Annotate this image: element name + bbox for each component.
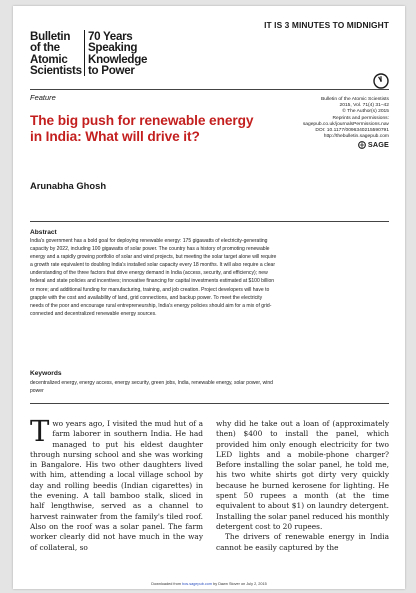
keywords-text (30, 379, 385, 395)
clock-icon (373, 73, 389, 89)
article-info (269, 97, 389, 149)
abstract-line: or more; and additional funding for manufacturing, training, and job creation. Project developers will have to (30, 286, 270, 293)
footer-link[interactable]: bos.sagepub.com (182, 582, 213, 586)
article-info-line: 2015, Vol. 71(4) 31–42 (339, 103, 389, 109)
article-author: Arunabha Ghosh (30, 180, 107, 191)
journal-logo-left (30, 31, 82, 76)
article-info-line: Reprints and permissions: (332, 115, 389, 121)
body-paragraph (30, 414, 203, 553)
logo-line: to Power (88, 63, 135, 77)
footer-prefix: Downloaded from (151, 582, 182, 586)
abstract-line: a growth rate equivalent to doubling India's installed solar capacity every 18 months. It will also require a clear (30, 262, 276, 269)
abstract-line: India's government has a bold goal for deploying renewable energy: 175 gigawatts of electricity-generating (30, 238, 268, 244)
logo-line: Bulletin (30, 30, 71, 43)
logo-line: Speaking (88, 41, 138, 55)
logo-divider (84, 30, 85, 76)
keywords-rule (30, 403, 389, 404)
footer-suffix: by Dawn Stover on July 2, 2015 (213, 582, 267, 586)
body-column-right (216, 419, 389, 553)
journal-logo-right (88, 31, 147, 76)
body-paragraph: The drivers of renewable energy in India cannot be easily captured by the (216, 532, 389, 552)
journal-url-link[interactable]: http://thebulletin.sagepub.com (323, 134, 389, 140)
abstract-line: needs of the poor and encourage rural entrepreneurship, India's energy policies should aim for a mix of grid- (30, 302, 272, 309)
abstract-line: federal and state policies and incentives; innovative financing for capital investments estimated at $100 billion (30, 278, 275, 285)
abstract-line: grapple with the cost and availability of land, grid connections, and backup power. To meet the electricity (30, 294, 263, 301)
keywords-heading: Keywords (30, 370, 62, 377)
article-info-line: © The Author(s) 2015 (342, 109, 389, 115)
publisher-name: SAGE (367, 140, 389, 150)
keywords-line: decentralized energy, energy access, energy security, green jobs, India, renewable energy, solar power, wind (30, 380, 273, 386)
paragraph-text: wo years ago, I visited the mud hut of a farm laborer in southern India. He had managed to put his eldest daughter through nursing school and she was working in Bangalore. His two other daughters lived with him, attending a local village school by day and rolling beedis (Indian cigarettes) in the evening. A tall bamboo stalk, sliced in half lengthwise, served as a channel to harvest rainwater from the family's tiled roof. Also on the roof was a solar panel. The farm worker clearly did not have much in the way of collateral, so (30, 419, 203, 552)
article-info-line: Bulletin of the Atomic Scientists (321, 97, 389, 102)
permissions-link[interactable]: sagepub.co.uk/journalsPermissions.nav (302, 121, 389, 127)
abstract-line: capacity by 2022, including 100 gigawatts of solar power. The country has a history of promoting renewable (30, 246, 270, 253)
sage-logo-icon (358, 141, 366, 149)
article-title: The big push for renewable energy in India: What will drive it? (30, 113, 254, 144)
abstract-heading: Abstract (30, 229, 57, 236)
drop-cap: T (30, 414, 50, 448)
logo-line: Atomic (30, 52, 68, 66)
logo-line: Scientists (30, 63, 82, 77)
header-rule (30, 89, 389, 90)
abstract-rule (30, 221, 389, 222)
download-footer (13, 582, 405, 586)
logo-line: Knowledge (88, 52, 148, 66)
logo-line: 70 Years (88, 30, 133, 43)
publisher-logo (269, 141, 389, 149)
keywords-line: power (30, 388, 44, 394)
body-column-left (30, 414, 203, 553)
body-paragraph: why did he take out a loan of (approximately then) $400 to install the panel, which provided him only enough electricity for two LED lights and a mobile-phone charger? Before installing the solar panel, he told me, his two white shirts got dirty very quickly because he burned kerosene for lighting. He spent 50 rupees a month (at the time equivalent to about $1) on laundry detergent. Installing the solar panel reduced his monthly detergent cost to 20 rupees. (216, 419, 389, 531)
section-label: Feature (30, 93, 56, 102)
doomsday-clock-tagline: IT IS 3 MINUTES TO MIDNIGHT (264, 20, 389, 30)
abstract-line: understanding of the three factors that drive energy demand in India (access, security, and efficiency); new (30, 270, 268, 277)
abstract-text (30, 237, 389, 318)
abstract-line: connected and decentralized renewable energy sources. (30, 310, 157, 317)
logo-line: of the (30, 41, 60, 55)
doi-link[interactable]: DOI: 10.1177/0096340215590791 (315, 128, 389, 134)
journal-page (13, 6, 405, 589)
abstract-line: energy and a rapidly growing portfolio of solar and wind projects, but meeting the solar target alone will require (30, 254, 277, 261)
